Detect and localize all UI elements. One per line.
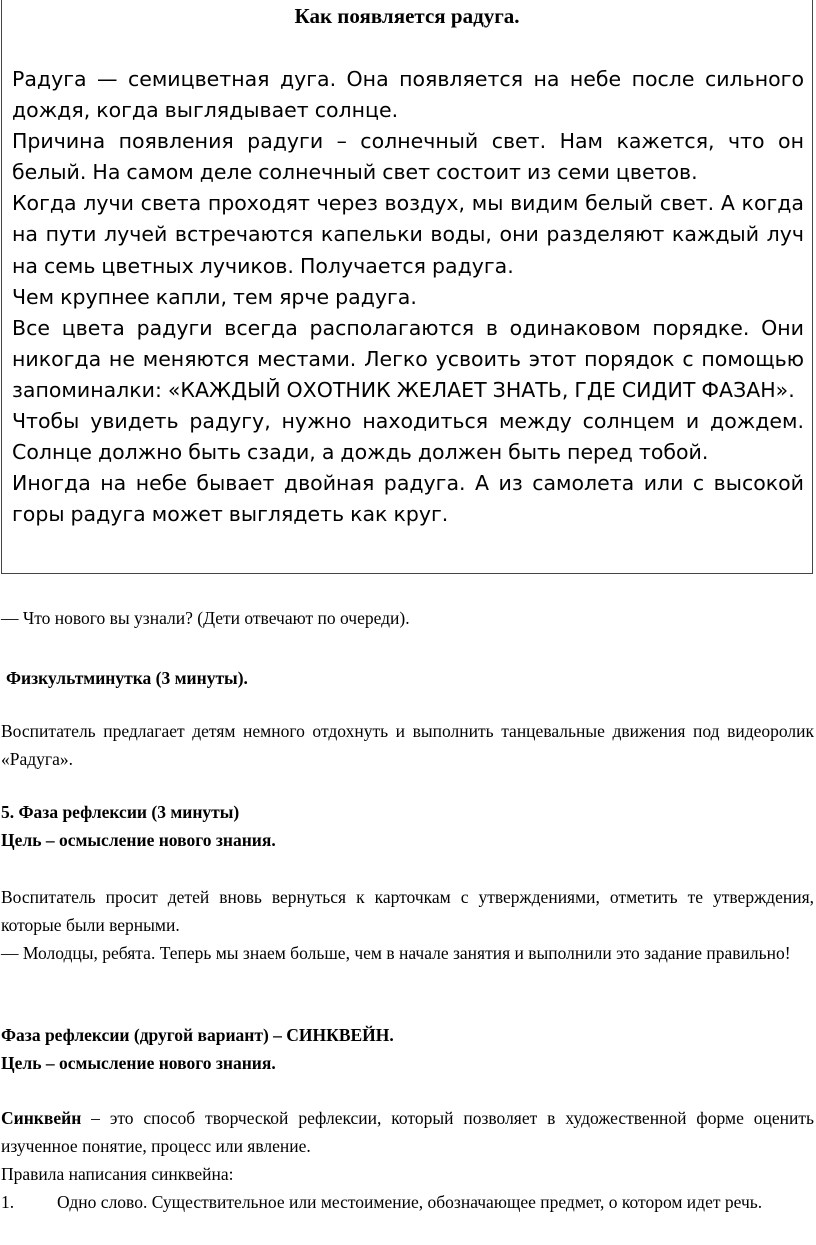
rule-number: 1. (1, 1192, 15, 1212)
box-paragraph: Чтобы увидеть радугу, нужно находиться между солнцем и дождем. Солнце должно быть сзади, а дождь должен быть перед тобой. (12, 409, 804, 465)
phase5-heading: 5. Фаза рефлексии (3 минуты) (1, 802, 240, 822)
box-paragraph: Когда лучи света проходят через воздух, мы видим белый свет. А когда на пути лучей встречаются капельки воды, они разделяют каждый луч на семь цветных лучиков. Получается радуга. (12, 191, 804, 278)
sinkvein-definition (1, 1104, 814, 1160)
rule-text: Одно слово. Существительное или местоимение, обозначающее предмет, о котором идет речь. (57, 1192, 763, 1212)
fizkult-heading: Физкультминутка (3 минуты). (6, 668, 248, 688)
box-paragraph: Радуга — семицветная дуга. Она появляется на небе после сильного дождя, когда выглядывает солнце. (12, 67, 804, 123)
question-line: — Что нового вы узнали? (Дети отвечают по очереди). (1, 608, 410, 628)
box-title: Как появляется радуга. (294, 4, 520, 28)
box-paragraph: Причина появления радуги – солнечный свет. Нам кажется, что он белый. На самом деле солнечный свет состоит из семи цветов. (12, 129, 804, 185)
sinkvein-term: Синквейн (1, 1108, 82, 1128)
alt-phase-heading: Фаза рефлексии (другой вариант) – СИНКВЕЙН. (1, 1025, 394, 1045)
phase5-text: Воспитатель просит детей вновь вернуться к карточкам с утверждениями, отметить те утверждения, которые были верными. (1, 887, 814, 935)
phase5-goal: Цель – осмысление нового знания. (1, 830, 276, 850)
phase5-praise: — Молодцы, ребята. Теперь мы знаем больше, чем в начале занятия и выполнили это задание правильно! (1, 943, 791, 963)
box-paragraph: Все цвета радуги всегда располагаются в одинаковом порядке. Они никогда не меняются местами. Легко усвоить этот порядок с помощью запоминалки: «КАЖДЫЙ ОХОТНИК ЖЕЛАЕТ ЗНАТЬ, ГДЕ СИДИТ ФАЗАН». (12, 315, 804, 402)
rule-item (1, 1188, 814, 1216)
sinkvein-definition-text: – это способ творческой рефлексии, который позволяет в художественной форме оценить изученное понятие, процесс или явление. (1, 1108, 814, 1156)
rules-title: Правила написания синквейна: (1, 1164, 234, 1184)
box-body (12, 64, 804, 530)
rainbow-text-box (1, 0, 813, 574)
box-paragraph: Чем крупнее капли, тем ярче радуга. (12, 284, 417, 309)
fizkult-text: Воспитатель предлагает детям немного отдохнуть и выполнить танцевальные движения под видеоролик «Радуга». (1, 721, 814, 769)
box-paragraph: Иногда на небе бывает двойная радуга. А из самолета или с высокой горы радуга может выглядеть как круг. (12, 471, 804, 527)
alt-phase-goal: Цель – осмысление нового знания. (1, 1053, 276, 1073)
